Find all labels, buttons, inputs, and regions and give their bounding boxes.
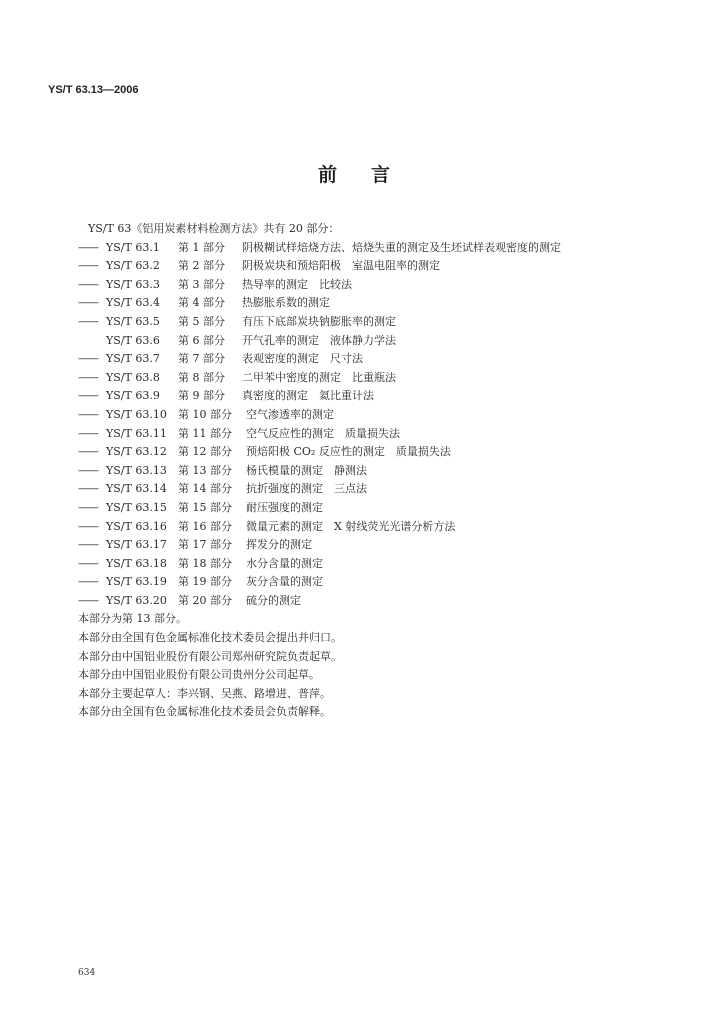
part-code: YS/T 63.20 <box>106 593 167 607</box>
parts-list <box>78 239 678 611</box>
part-list-item <box>78 536 678 555</box>
part-list-item <box>78 387 678 406</box>
part-number: 第 5 部分 <box>178 314 225 328</box>
part-number: 第 14 部分 <box>178 482 232 496</box>
part-list-item <box>78 555 678 574</box>
part-number: 第 15 部分 <box>178 500 232 514</box>
part-number: 第 20 部分 <box>178 593 232 607</box>
paragraph: 本部分由中国铝业股份有限公司贵州分公司起草。 <box>78 668 320 682</box>
part-code: YS/T 63.4 <box>106 296 160 310</box>
part-code: YS/T 63.11 <box>106 426 167 440</box>
part-code: YS/T 63.5 <box>106 314 160 328</box>
part-code: YS/T 63.6 <box>106 333 160 347</box>
part-dash: —— <box>78 352 98 366</box>
part-list-item <box>78 294 678 313</box>
part-number: 第 4 部分 <box>178 296 225 310</box>
part-title: 预焙阳极 CO₂ 反应性的测定 质量损失法 <box>246 445 451 459</box>
part-title: 有压下底部炭块钠膨胀率的测定 <box>242 314 396 328</box>
part-title: 空气渗透率的测定 <box>246 407 334 421</box>
paragraph: 本部分为第 13 部分。 <box>78 612 187 626</box>
part-title: 水分含量的测定 <box>246 556 323 570</box>
part-dash: —— <box>78 277 98 291</box>
part-list-item <box>78 313 678 332</box>
part-title: 杨氏模量的测定 静测法 <box>246 463 367 477</box>
part-number: 第 7 部分 <box>178 352 225 366</box>
part-dash: —— <box>78 240 98 254</box>
part-code: YS/T 63.8 <box>106 370 160 384</box>
part-list-item <box>78 369 678 388</box>
part-code: YS/T 63.13 <box>106 463 167 477</box>
part-number: 第 18 部分 <box>178 556 232 570</box>
part-list-item <box>78 462 678 481</box>
part-list-item <box>78 443 678 462</box>
part-dash: —— <box>78 445 98 459</box>
part-number: 第 13 部分 <box>178 463 232 477</box>
part-list-item <box>78 518 678 537</box>
part-dash <box>78 332 106 351</box>
part-dash: —— <box>78 593 98 607</box>
part-code: YS/T 63.2 <box>106 259 160 273</box>
part-title: 二甲苯中密度的测定 比重瓶法 <box>242 370 396 384</box>
part-number: 第 12 部分 <box>178 445 232 459</box>
part-number: 第 17 部分 <box>178 538 232 552</box>
part-title: 热膨胀系数的测定 <box>242 296 330 310</box>
part-title: 开气孔率的测定 液体静力学法 <box>242 333 396 347</box>
part-dash: —— <box>78 259 98 273</box>
part-list-item <box>78 592 678 611</box>
part-list-item <box>78 257 678 276</box>
part-dash: —— <box>78 463 98 477</box>
part-dash: —— <box>78 482 98 496</box>
part-dash: —— <box>78 296 98 310</box>
part-title: 热导率的测定 比较法 <box>242 277 352 291</box>
part-code: YS/T 63.7 <box>106 352 160 366</box>
part-code: YS/T 63.17 <box>106 538 167 552</box>
part-list-item <box>78 350 678 369</box>
part-number: 第 10 部分 <box>178 407 232 421</box>
part-dash: —— <box>78 370 98 384</box>
part-list-item <box>78 573 678 592</box>
paragraph: 本部分由全国有色金属标准化技术委员会提出并归口。 <box>78 631 342 645</box>
part-list-item <box>78 499 678 518</box>
part-code: YS/T 63.3 <box>106 277 160 291</box>
part-number: 第 9 部分 <box>178 389 225 403</box>
part-list-item <box>78 425 678 444</box>
paragraph: 本部分主要起草人：李兴钢、吴燕、路增进、普萍。 <box>78 686 331 700</box>
part-title: 表观密度的测定 尺寸法 <box>242 352 363 366</box>
page-title: 前言 <box>317 164 424 186</box>
part-number: 第 16 部分 <box>178 519 232 533</box>
part-title: 微量元素的测定 X 射线荧光光谱分析方法 <box>246 519 456 533</box>
part-title: 挥发分的测定 <box>246 538 312 552</box>
paragraph: 本部分由全国有色金属标准化技术委员会负责解释。 <box>78 705 331 719</box>
part-number: 第 19 部分 <box>178 575 232 589</box>
part-number: 第 1 部分 <box>178 240 225 254</box>
standard-code-header: YS/T 63.13—2006 <box>48 84 139 96</box>
part-number: 第 8 部分 <box>178 370 225 384</box>
part-code: YS/T 63.10 <box>106 407 167 421</box>
part-title: 硫分的测定 <box>246 593 301 607</box>
part-list-item <box>78 239 678 258</box>
part-list-item <box>78 406 678 425</box>
part-code: YS/T 63.1 <box>106 240 160 254</box>
part-title: 阴极炭块和预焙阳极 室温电阻率的测定 <box>242 259 440 273</box>
part-code: YS/T 63.18 <box>106 556 167 570</box>
part-code: YS/T 63.15 <box>106 500 167 514</box>
part-dash: —— <box>78 426 98 440</box>
foreword-body <box>78 220 678 722</box>
paragraph: 本部分由中国铝业股份有限公司郑州研究院负责起草。 <box>78 649 342 663</box>
part-title: 阴极糊试样焙烧方法、焙烧失重的测定及生坯试样表观密度的测定 <box>242 240 561 254</box>
part-code: YS/T 63.9 <box>106 389 160 403</box>
part-title: 抗折强度的测定 三点法 <box>246 482 367 496</box>
part-title: 灰分含量的测定 <box>246 575 323 589</box>
part-number: 第 11 部分 <box>178 426 232 440</box>
part-title: 耐压强度的测定 <box>246 500 323 514</box>
part-list-item <box>78 276 678 295</box>
part-list-item <box>78 480 678 499</box>
part-title: 空气反应性的测定 质量损失法 <box>246 426 400 440</box>
part-dash: —— <box>78 407 98 421</box>
part-dash: —— <box>78 389 98 403</box>
part-dash: —— <box>78 314 98 328</box>
part-dash: —— <box>78 556 98 570</box>
part-number: 第 3 部分 <box>178 277 225 291</box>
page-number: 634 <box>78 968 96 978</box>
part-title: 真密度的测定 氦比重计法 <box>242 389 374 403</box>
part-number: 第 2 部分 <box>178 259 225 273</box>
part-dash: —— <box>78 519 98 533</box>
part-code: YS/T 63.16 <box>106 519 167 533</box>
part-code: YS/T 63.14 <box>106 482 167 496</box>
part-dash: —— <box>78 538 98 552</box>
paragraphs <box>78 610 678 722</box>
part-number: 第 6 部分 <box>178 333 225 347</box>
part-code: YS/T 63.12 <box>106 445 167 459</box>
part-list-item <box>78 332 678 351</box>
part-code: YS/T 63.19 <box>106 575 167 589</box>
part-dash: —— <box>78 575 98 589</box>
intro-line: YS/T 63《铝用炭素材料检测方法》共有 20 部分： <box>88 222 340 235</box>
part-dash: —— <box>78 500 98 514</box>
